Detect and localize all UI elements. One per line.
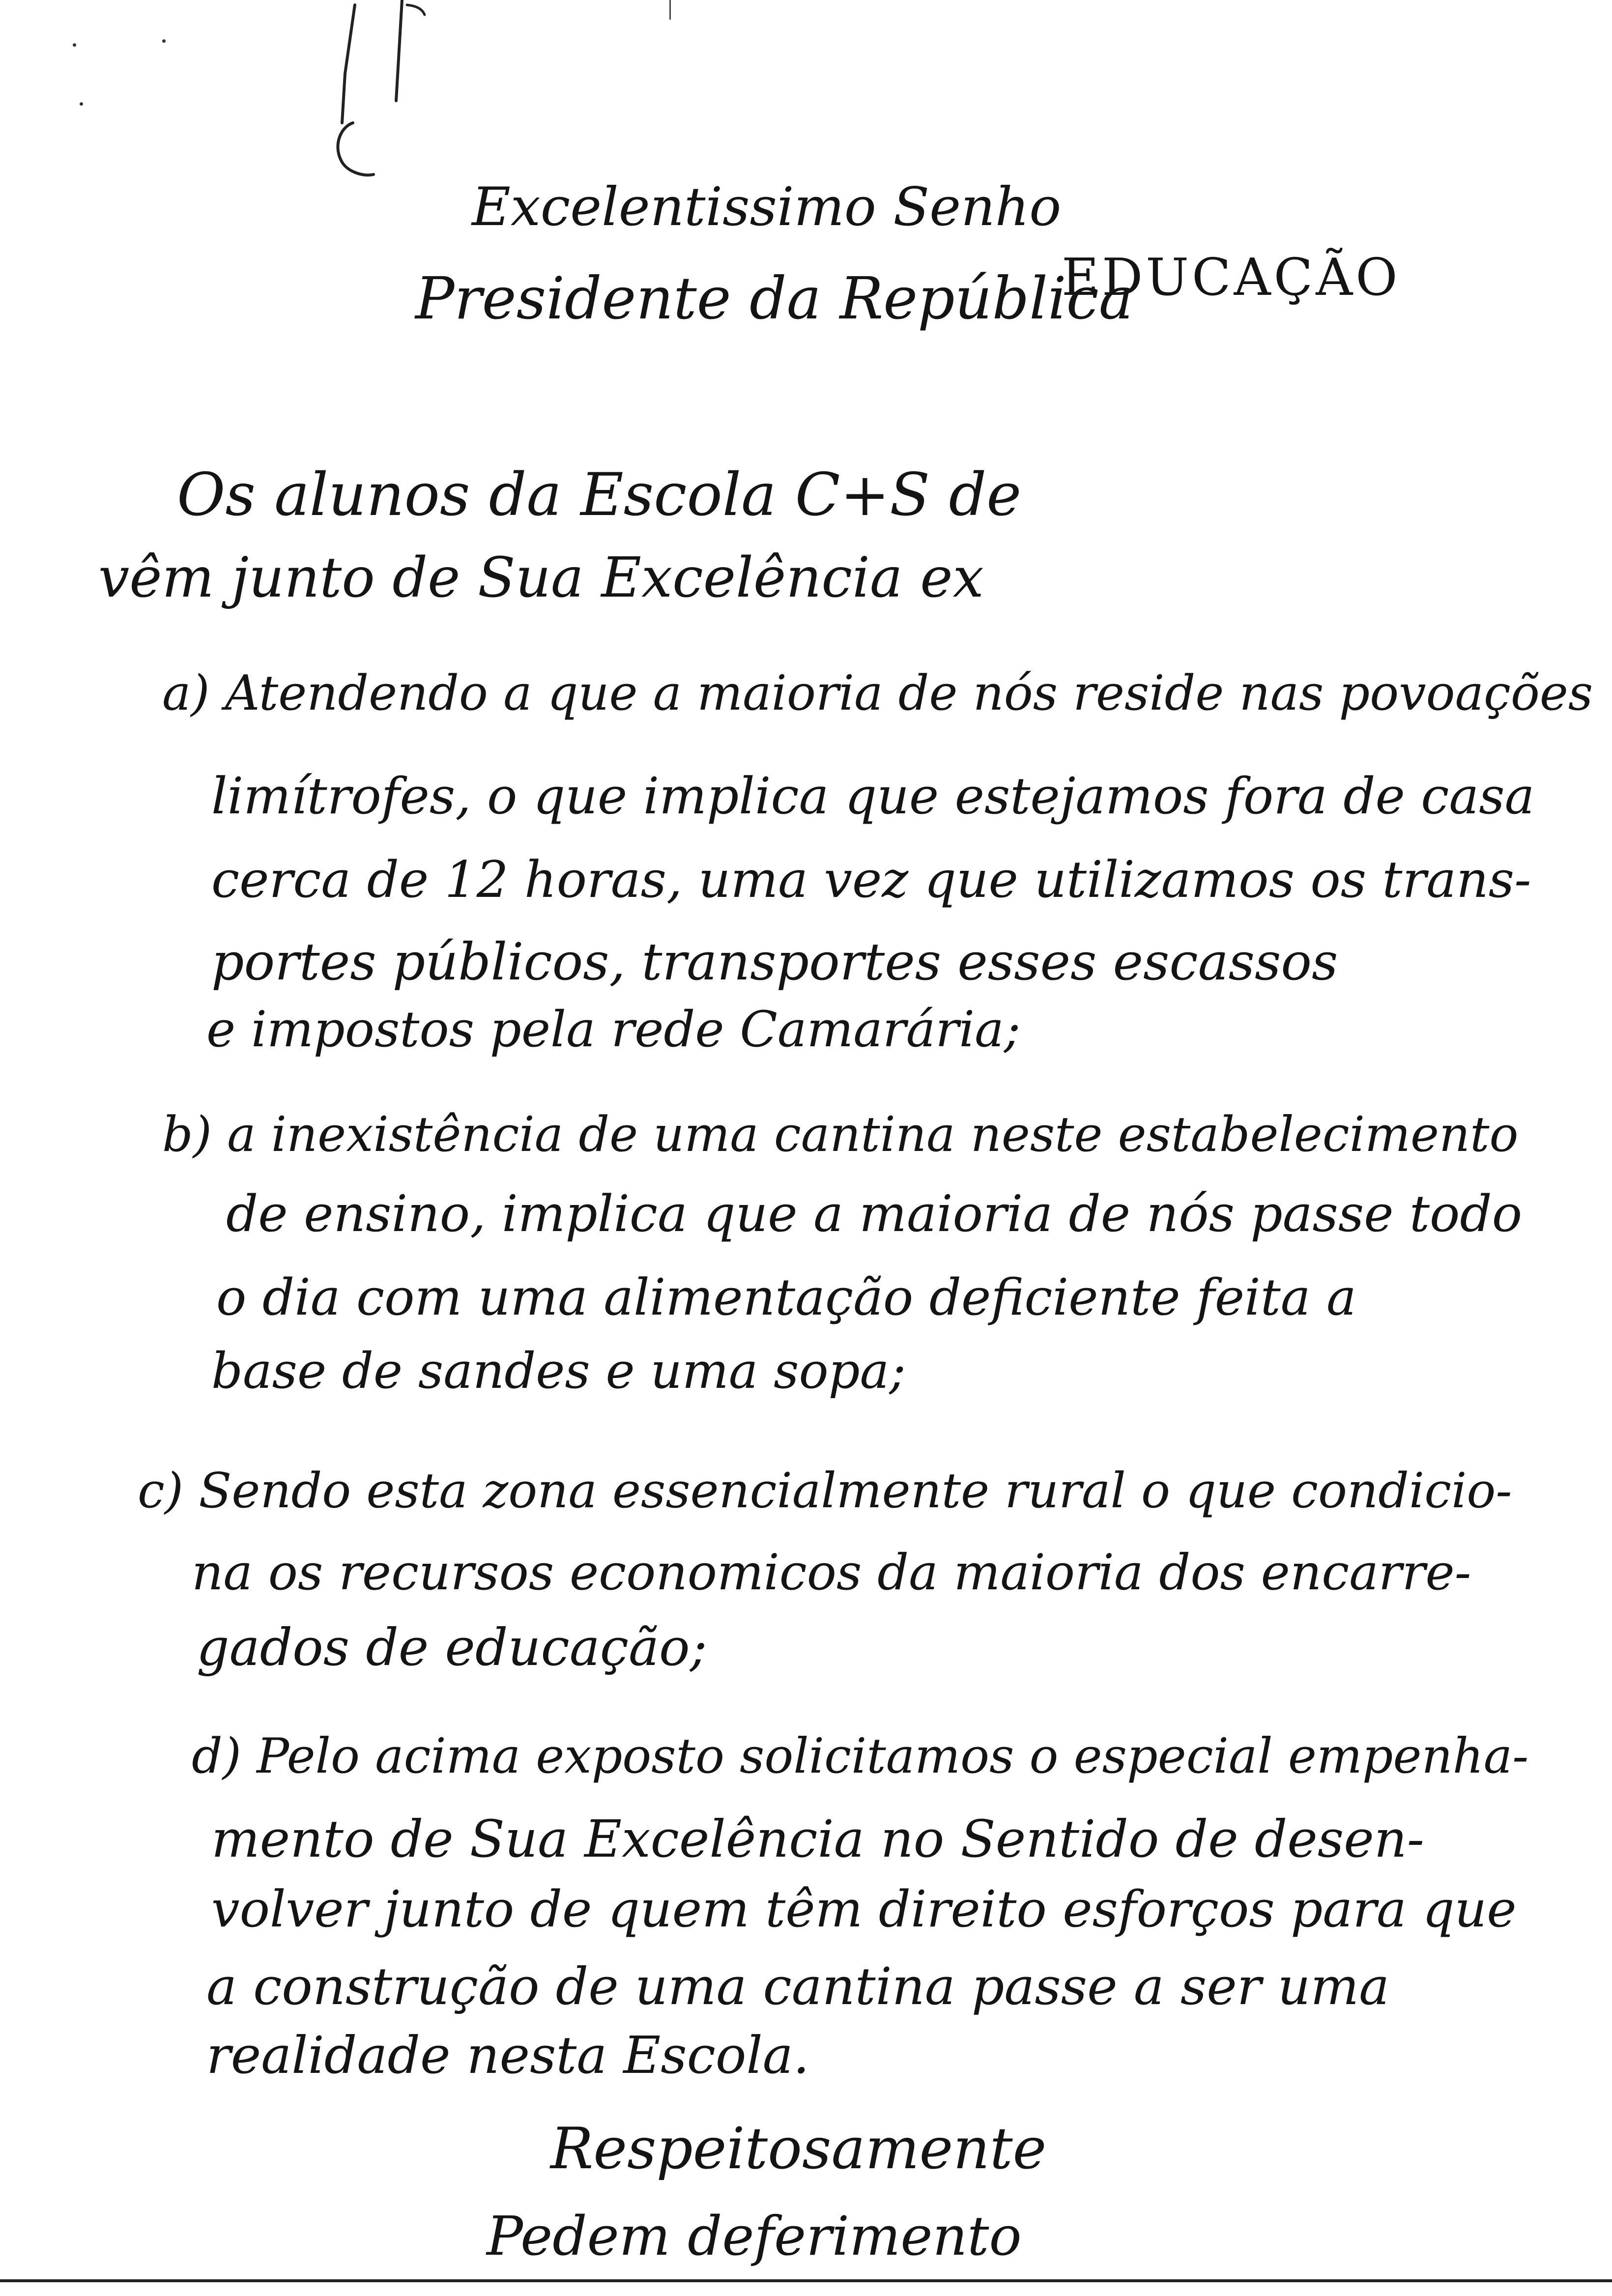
point-a-line: limítrofes, o que implica que estejamos fora de casa — [211, 767, 1535, 826]
closing-respectfully: Respeitosamente — [550, 2116, 1047, 2182]
ink-dot — [162, 39, 166, 43]
point-a-line: e impostos pela rede Camarária; — [206, 1001, 1021, 1058]
salutation-line-1: Excelentissimo Senho — [472, 176, 1062, 238]
point-a-line: portes públicos, transportes esses escassos — [211, 932, 1338, 992]
ink-dot — [73, 43, 76, 47]
education-stamp: EDUCAÇÃO — [1062, 247, 1401, 307]
point-c-line: c) Sendo esta zona essencialmente rural o que condicio- — [138, 1463, 1512, 1519]
point-d-line: realidade nesta Escola. — [206, 2025, 809, 2085]
fold-mark — [669, 0, 671, 20]
point-b-line: base de sandes e uma sopa; — [211, 1342, 906, 1400]
point-a-line: a) Atendendo a que a maioria de nós reside nas povoações — [162, 665, 1593, 721]
ink-dot — [80, 102, 83, 106]
intro-line-1: Os alunos da Escola C+S de — [177, 461, 1022, 529]
point-d-line: a construção de uma cantina passe a ser uma — [206, 1956, 1390, 2016]
intro-line-2: vêm junto de Sua Excelência ex — [98, 546, 984, 610]
point-b-line: de ensino, implica que a maioria de nós passe todo — [226, 1185, 1523, 1243]
point-b-line: o dia com uma alimentação deficiente feita a — [216, 1268, 1356, 1327]
pen-scribble-mark — [319, 0, 437, 187]
point-d-line: volver junto de quem têm direito esforços para que — [211, 1880, 1517, 1939]
point-d-line: mento de Sua Excelência no Sentido de desen- — [211, 1809, 1424, 1869]
point-c-line: gados de educação; — [197, 1617, 707, 1677]
point-a-line: cerca de 12 horas, uma vez que utilizamos os trans- — [211, 851, 1531, 909]
salutation-line-2: Presidente da República — [415, 264, 1134, 332]
point-d-line: d) Pelo acima exposto solicitamos o especial empenha- — [192, 1728, 1529, 1784]
point-b-line: b) a inexistência de uma cantina neste estabelecimento — [162, 1107, 1519, 1163]
point-c-line: na os recursos economicos da maioria dos encarre- — [192, 1544, 1471, 1601]
page-bottom-edge — [0, 2279, 1612, 2282]
closing-request: Pedem deferimento — [487, 2205, 1022, 2267]
